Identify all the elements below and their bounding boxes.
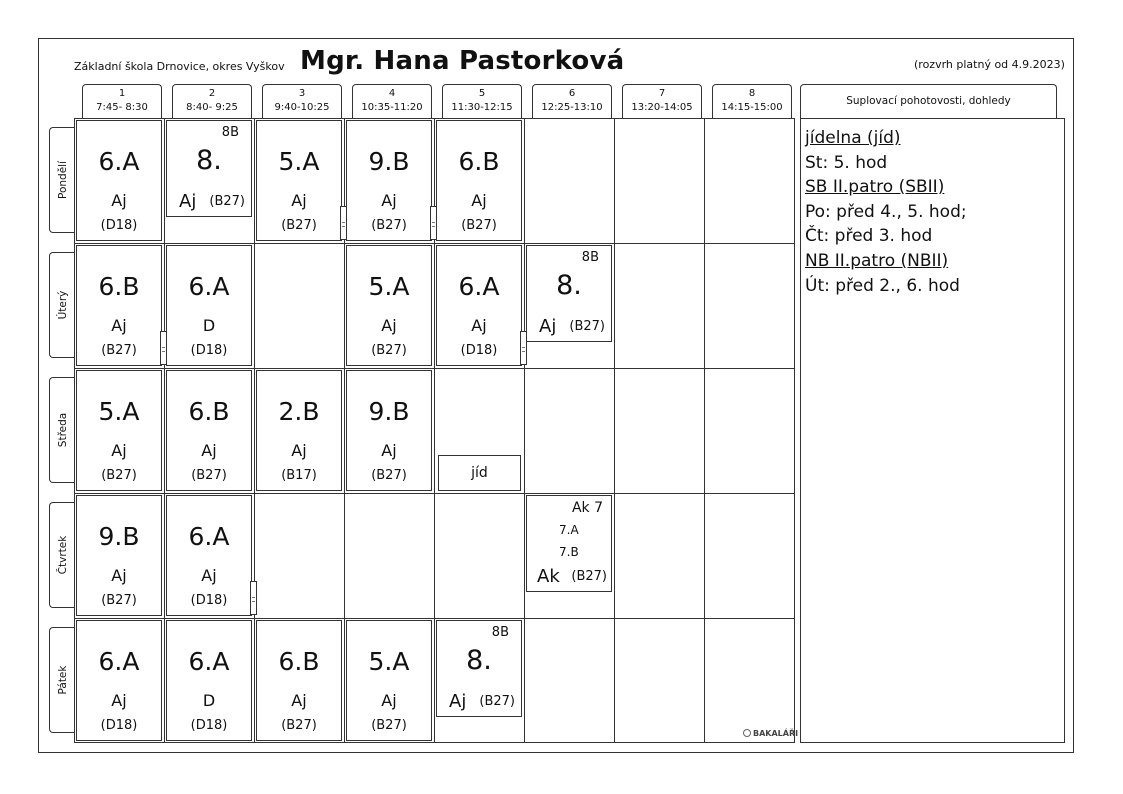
period-header-7: 7 13:20-14:05 [622,84,702,118]
lesson-room: (D18) [460,343,498,358]
period-header-2: 2 8:40- 9:25 [172,84,252,118]
lesson-tue-4[interactable] [346,245,432,366]
lesson-room: (B27) [461,218,497,233]
lesson-room: (B27) [209,194,245,209]
supervision-list [805,126,967,298]
lesson-class: 8. [466,645,492,676]
grid-line [614,118,615,743]
supervision-time: Út: před 2., 6. hod [805,275,960,296]
lesson-subject: Aj [471,316,487,335]
lesson-subject: D [202,316,216,335]
supervision-time: Čt: před 3. hod [805,226,933,247]
period-header-3: 3 9:40-10:25 [262,84,342,118]
grid-line [164,118,165,743]
lesson-class: 6.A [188,647,230,676]
lesson-subject: Aj [381,441,397,460]
lesson-room: (B27) [371,718,407,733]
lesson-class: 5.A [368,272,410,301]
teacher-name: Mgr. Hana Pastorková [300,46,625,76]
lesson-room: (B27) [101,593,137,608]
lesson-class: 6.B [458,147,500,176]
lesson-class: 5.A [98,397,140,426]
lesson-room: (B27) [191,468,227,483]
lesson-class: 6.A [458,272,500,301]
school-name: Základní škola Drnovice, okres Vyškov [74,60,285,73]
day-thursday: Čtvrtek [49,502,75,608]
period-header-4: 4 10:35-11:20 [352,84,432,118]
lesson-thu-2[interactable] [166,495,252,616]
lesson-wed-3[interactable] [256,370,342,491]
lesson-subject: Aj [381,191,397,210]
day-friday: Pátek [49,627,75,733]
day-monday: Pondělí [49,127,75,233]
supervision-location: jídelna (jíd) [805,128,901,148]
lesson-subject: D [202,691,216,710]
supervision-marker [430,206,437,240]
lesson-group: 8B [221,125,239,140]
period-header-6: 6 12:25-13:10 [532,84,612,118]
lesson-room: (B27) [371,218,407,233]
lesson-room: (B27) [479,694,515,709]
lesson-subject: Aj [111,441,127,460]
lesson-room: (B27) [101,343,137,358]
lesson-class: 6.A [98,647,140,676]
lesson-room: (B27) [371,343,407,358]
bakalari-logo: BAKALÁŘI [743,729,798,738]
lesson-subject: Ak [537,566,560,587]
lesson-subject: Aj [111,316,127,335]
supervision-time: St: 5. hod [805,152,888,173]
lesson-mon-5[interactable] [436,120,522,241]
lesson-fri-3[interactable] [256,620,342,741]
lesson-fri-1[interactable] [76,620,162,741]
lesson-subject: Aj [179,191,197,212]
lesson-class: 5.A [368,647,410,676]
lesson-room: (D18) [100,218,138,233]
lesson-wed-1[interactable] [76,370,162,491]
lesson-thu-6[interactable] [526,495,612,592]
lesson-subject: Aj [111,191,127,210]
lesson-subject: Aj [291,191,307,210]
lesson-room: (B27) [281,718,317,733]
lesson-tue-2[interactable] [166,245,252,366]
lesson-mon-2[interactable] [166,120,252,217]
grid-line [74,368,795,369]
supervision-marker [160,331,167,365]
supervision-marker [340,206,347,240]
lesson-class: 6.B [98,272,140,301]
lesson-thu-1[interactable] [76,495,162,616]
lesson-room: (D18) [190,593,228,608]
lesson-tue-6[interactable] [526,245,612,342]
grid-line [74,493,795,494]
lesson-subject: Aj [381,316,397,335]
grid-line [704,118,705,743]
valid-from: (rozvrh platný od 4.9.2023) [914,58,1065,71]
lesson-fri-5[interactable] [436,620,522,717]
lesson-class: 6.B [278,647,320,676]
duty-wed-5[interactable]: jíd [438,455,521,491]
lesson-mon-4[interactable] [346,120,432,241]
lesson-subject: Aj [201,441,217,460]
lesson-room: (B17) [281,468,317,483]
grid-line [254,118,255,743]
lesson-wed-2[interactable] [166,370,252,491]
lesson-class: 6.A [188,272,230,301]
lesson-room: (D18) [190,343,228,358]
grid-line [74,243,795,244]
lesson-tue-5[interactable] [436,245,522,366]
lesson-class: 9.B [368,397,410,426]
lesson-room: (B27) [371,468,407,483]
grid-line [74,618,795,619]
lesson-class: 6.A [188,522,230,551]
lesson-tue-1[interactable] [76,245,162,366]
lesson-subject: Aj [449,691,467,712]
lesson-mon-3[interactable] [256,120,342,241]
lesson-subject: Aj [291,691,307,710]
lesson-subject: Aj [111,566,127,585]
period-header-1: 1 7:45- 8:30 [82,84,162,118]
lesson-room: (D18) [100,718,138,733]
lesson-fri-2[interactable] [166,620,252,741]
period-header-8: 8 14:15-15:00 [712,84,792,118]
lesson-class: 7.B [559,545,579,559]
lesson-class: 6.B [188,397,230,426]
bakalari-icon [743,729,751,737]
lesson-class: 9.B [98,522,140,551]
lesson-class: 5.A [278,147,320,176]
lesson-group: Ak 7 [571,500,603,516]
lesson-subject: Aj [291,441,307,460]
lesson-fri-4[interactable] [346,620,432,741]
lesson-class: 6.A [98,147,140,176]
lesson-room: (B27) [571,569,607,584]
day-tuesday: Úterý [49,252,75,358]
supervision-location: SB II.patro (SBII) [805,177,945,198]
lesson-class: 8. [196,145,222,176]
lesson-subject: Aj [201,566,217,585]
lesson-subject: Aj [381,691,397,710]
lesson-group: 8B [491,625,509,640]
lesson-class: 8. [556,270,582,301]
supervision-header: Suplovací pohotovosti, dohledy [800,84,1057,118]
lesson-room: (D18) [190,718,228,733]
lesson-wed-4[interactable] [346,370,432,491]
supervision-time: Po: před 4., 5. hod; [805,201,967,222]
lesson-class: 9.B [368,147,410,176]
lesson-room: (B27) [281,218,317,233]
lesson-subject: Aj [111,691,127,710]
supervision-marker [520,331,527,365]
supervision-location: NB II.patro (NBII) [805,250,949,271]
day-wednesday: Středa [49,377,75,483]
lesson-class: 2.B [278,397,320,426]
lesson-room: (B27) [101,468,137,483]
grid-line [524,118,525,743]
lesson-room: (B27) [569,319,605,334]
lesson-mon-1[interactable] [76,120,162,241]
lesson-subject: Aj [539,316,557,337]
lesson-subject: Aj [471,191,487,210]
lesson-class: 7.A [559,523,579,537]
period-header-5: 5 11:30-12:15 [442,84,522,118]
supervision-marker [250,581,257,615]
lesson-group: 8B [581,250,599,265]
